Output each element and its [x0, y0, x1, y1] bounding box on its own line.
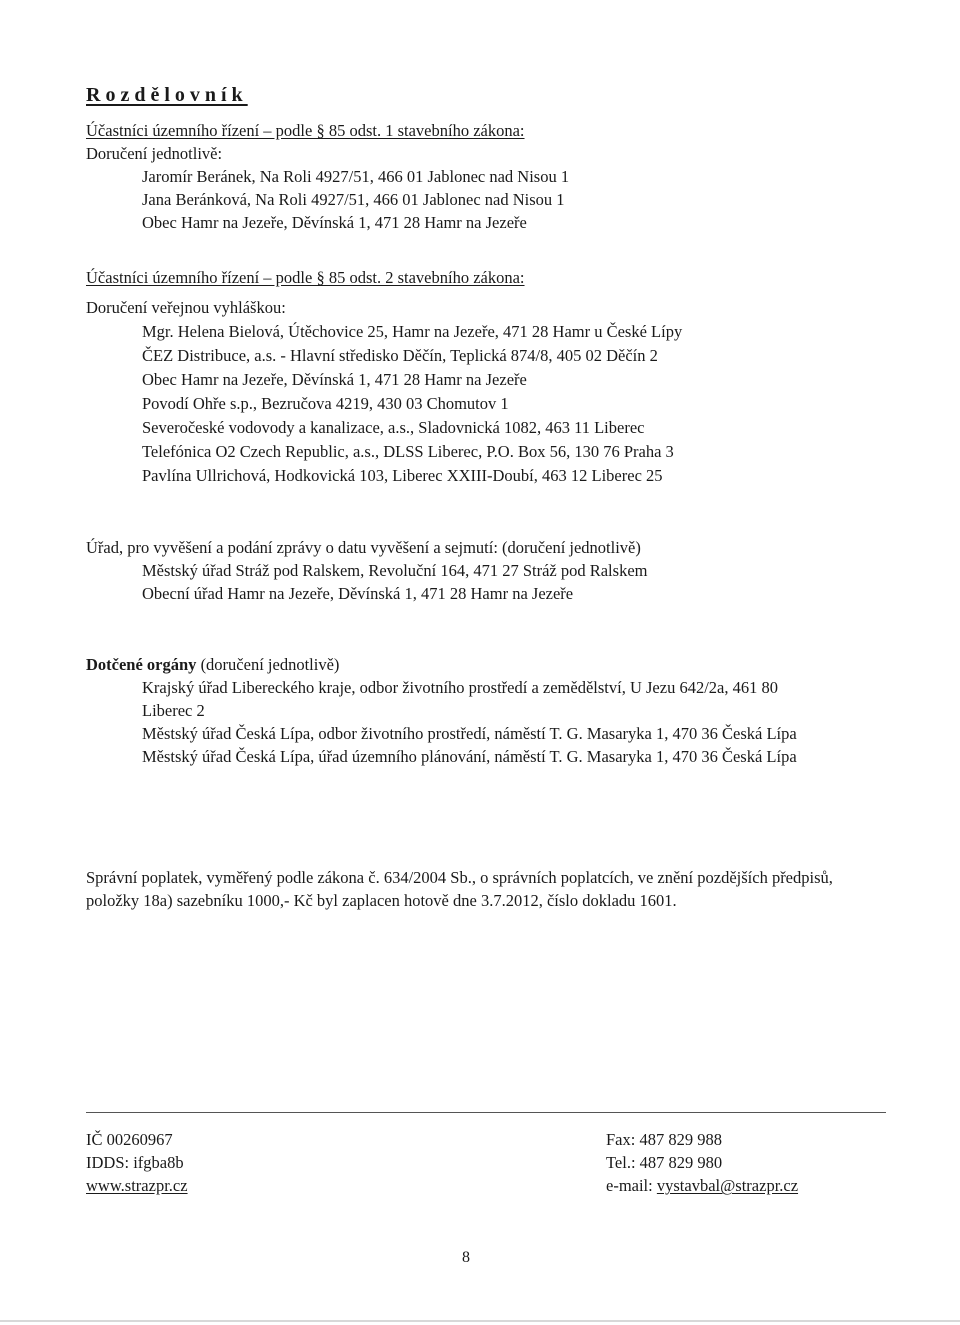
recipient-line: Jana Beránková, Na Roli 4927/51, 466 01 Jablonec nad Nisou 1	[142, 190, 565, 209]
recipient-line: Pavlína Ullrichová, Hodkovická 103, Liberec XXIII-Doubí, 463 12 Liberec 25	[142, 466, 663, 485]
recipient-line: Povodí Ohře s.p., Bezručova 4219, 430 03 Chomutov 1	[142, 394, 509, 413]
footer-website-link[interactable]: www.strazpr.cz	[86, 1176, 188, 1195]
footer-fax: Fax: 487 829 988	[606, 1130, 722, 1149]
footer-right	[606, 1128, 798, 1197]
recipient-line: Liberec 2	[142, 701, 205, 720]
recipient-line: Městský úřad Česká Lípa, úřad územního plánování, náměstí T. G. Masaryka 1, 470 36 Česká Lípa	[142, 747, 797, 766]
page-number: 8	[462, 1249, 470, 1266]
footer-idds: IDDS: ifgba8b	[86, 1153, 184, 1172]
section-1-label: Účastníci územního řízení – podle § 85 odst. 1 stavebního zákona:	[86, 121, 525, 140]
footer-email-link[interactable]: vystavbal@strazpr.cz	[656, 1176, 799, 1195]
section-2-label: Účastníci územního řízení – podle § 85 odst. 2 stavebního zákona:	[86, 268, 525, 287]
posting-office-section	[86, 536, 886, 605]
authorities-label-rest: (doručení jednotlivě)	[196, 655, 340, 674]
recipient-line: ČEZ Distribuce, a.s. - Hlavní středisko Děčín, Teplická 874/8, 405 02 Děčín 2	[142, 346, 658, 365]
authorities-label-bold: Dotčené orgány	[86, 655, 197, 674]
fee-note: Správní poplatek, vyměřený podle zákona č. 634/2004 Sb., o správních poplatcích, ve znění pozdějších předpisů, položky 18a) sazebníku 1000,- Kč byl zaplacen hotově dne 3.7.2012, číslo dokladu 1601.	[86, 868, 833, 910]
footer-email	[606, 1174, 798, 1197]
recipient-line: Městský úřad Česká Lípa, odbor životního prostředí, náměstí T. G. Masaryka 1, 470 36 Česká Lípa	[142, 724, 797, 743]
recipient-line: Městský úřad Stráž pod Ralskem, Revoluční 164, 471 27 Stráž pod Ralskem	[142, 561, 648, 580]
recipient-line: Obec Hamr na Jezeře, Děvínská 1, 471 28 Hamr na Jezeře	[142, 213, 527, 232]
scan-edge-line	[0, 1320, 960, 1322]
section-1-delivery: Doručení jednotlivě:	[86, 144, 223, 163]
authorities-section	[86, 653, 886, 768]
posting-office-label: Úřad, pro vyvěšení a podání zprávy o datu vyvěšení a sejmutí: (doručení jednotlivě)	[86, 538, 641, 557]
recipient-line: Obec Hamr na Jezeře, Děvínská 1, 471 28 Hamr na Jezeře	[142, 370, 527, 389]
participants-section-2	[86, 266, 886, 488]
footer-tel: Tel.: 487 829 980	[606, 1153, 723, 1172]
footer-divider	[86, 1112, 886, 1113]
footer-ic: IČ 00260967	[86, 1130, 173, 1149]
recipient-line: Telefónica O2 Czech Republic, a.s., DLSS Liberec, P.O. Box 56, 130 76 Praha 3	[142, 442, 674, 461]
recipient-line: Obecní úřad Hamr na Jezeře, Děvínská 1, 471 28 Hamr na Jezeře	[142, 584, 574, 603]
section-2-delivery: Doručení veřejnou vyhláškou:	[86, 298, 286, 317]
participants-section-1	[86, 119, 886, 234]
footer-email-label: e-mail:	[606, 1176, 657, 1195]
recipient-line: Mgr. Helena Bielová, Útěchovice 25, Hamr na Jezeře, 471 28 Hamr u České Lípy	[142, 322, 683, 341]
authorities-label	[86, 653, 886, 676]
distribution-list-heading: Rozdělovník	[86, 84, 248, 106]
recipient-line: Jaromír Beránek, Na Roli 4927/51, 466 01 Jablonec nad Nisou 1	[142, 167, 570, 186]
recipient-line: Severočeské vodovody a kanalizace, a.s., Sladovnická 1082, 463 11 Liberec	[142, 418, 645, 437]
recipient-line: Krajský úřad Libereckého kraje, odbor životního prostředí a zemědělství, U Jezu 642/2a, 461 80	[142, 678, 778, 697]
footer-left	[86, 1128, 188, 1197]
